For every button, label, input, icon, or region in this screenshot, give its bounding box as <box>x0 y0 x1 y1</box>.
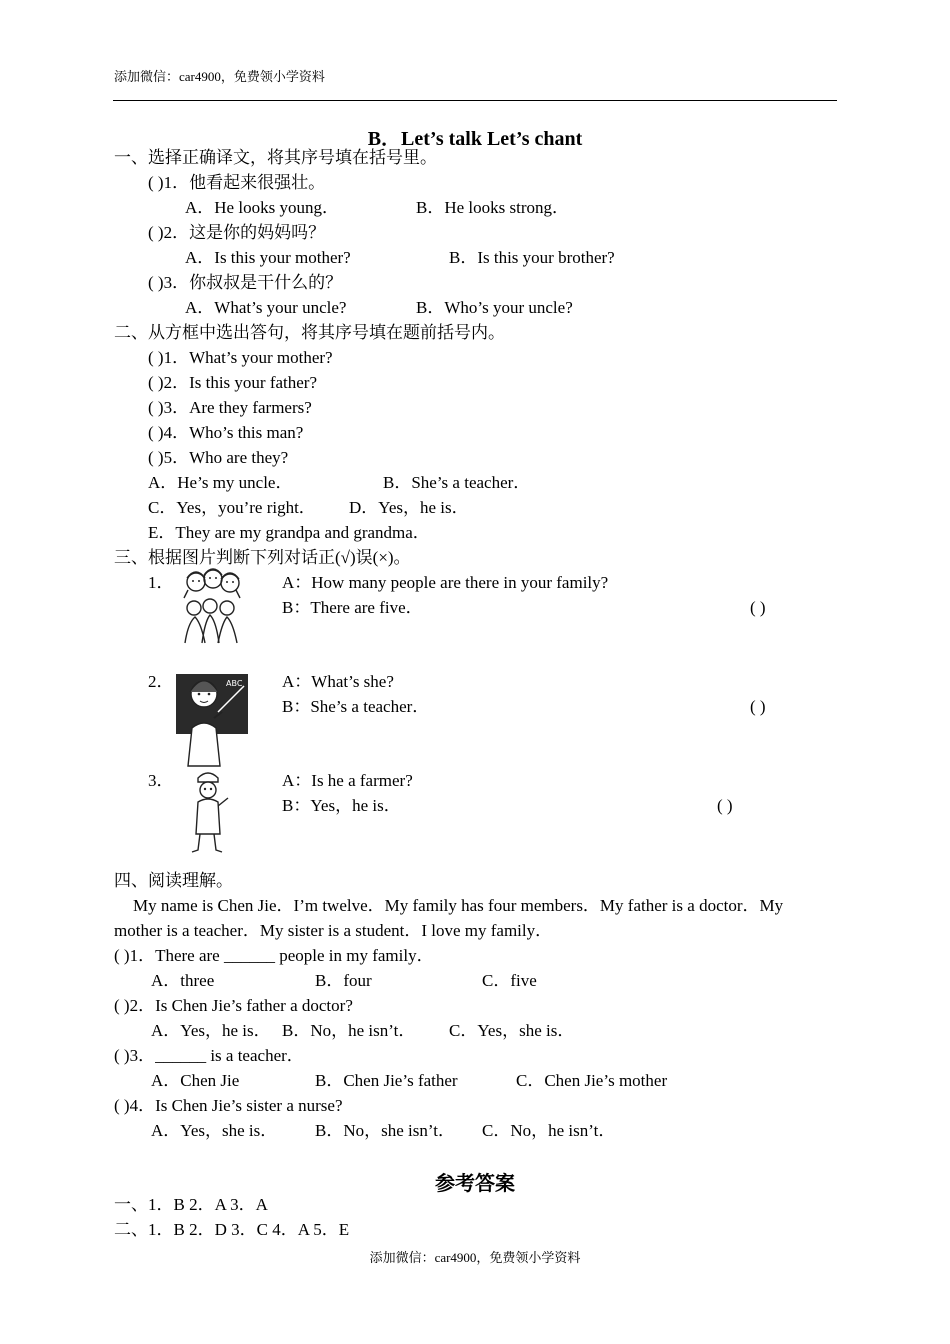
s4-q3: ( )3．______ is a teacher． <box>114 1046 304 1065</box>
reading-passage-line2: mother is a teacher．My sister is a student．I love my family． <box>114 921 553 940</box>
svg-text:ABC: ABC <box>226 679 243 688</box>
s4-q3-option-b: B．Chen Jie’s father <box>315 1071 458 1090</box>
s1-q3: ( )3．你叔叔是干什么的？ <box>148 273 343 292</box>
s3-item1-number: 1． <box>148 573 174 592</box>
s4-q1-option-a: A．three <box>151 971 215 990</box>
s1-q2: ( )2．这是你的妈妈吗？ <box>148 223 326 242</box>
s2-q1: ( )1．What’s your mother? <box>148 348 333 367</box>
s3-item2-line-a: A：What’s she? <box>282 672 394 691</box>
s1-q3-option-a: A．What’s your uncle? <box>185 298 347 317</box>
s4-q2-option-a: A．Yes，he is． <box>151 1021 271 1040</box>
s4-q2-option-b: B．No，he isn’t． <box>282 1021 416 1040</box>
header-divider <box>113 100 837 101</box>
s4-q1-option-b: B．four <box>315 971 372 990</box>
header-note: 添加微信：car4900，免费领小学资料 <box>114 69 325 84</box>
section2-heading: 二、从方框中选出答句，将其序号填在题前括号内。 <box>114 323 505 342</box>
s4-q1: ( )1．There are ______ people in my family． <box>114 946 434 965</box>
s2-q3: ( )3．Are they farmers? <box>148 398 312 417</box>
s4-q3-option-a: A．Chen Jie <box>151 1071 240 1090</box>
s1-q3-option-b: B．Who’s your uncle? <box>416 298 573 317</box>
s4-q3-option-c: C．Chen Jie’s mother <box>516 1071 668 1090</box>
s2-q5: ( )5．Who are they? <box>148 448 289 467</box>
s1-q1-option-b: B．He looks strong． <box>416 198 569 217</box>
s4-q4: ( )4．Is Chen Jie’s sister a nurse? <box>114 1096 343 1115</box>
family-picture-icon <box>180 568 246 646</box>
s3-item1-answer-paren: ( ) <box>750 598 766 617</box>
worksheet-title: B．Let’s talk Let’s chant <box>367 128 583 150</box>
answers-line1: 一、1．B 2．A 3．A <box>114 1195 268 1214</box>
s2-q4: ( )4．Who’s this man? <box>148 423 304 442</box>
section1-heading: 一、选择正确译文，将其序号填在括号里。 <box>114 148 437 167</box>
section4-heading: 四、阅读理解。 <box>114 871 233 890</box>
s3-item3-number: 3． <box>148 771 174 790</box>
s4-q4-option-c: C．No，he isn’t． <box>482 1121 616 1140</box>
s4-q1-option-c: C．five <box>482 971 537 990</box>
s1-q1: ( )1．他看起来很强壮。 <box>148 173 326 192</box>
s2-q2: ( )2．Is this your father? <box>148 373 318 392</box>
s4-q2-option-c: C．Yes，she is． <box>449 1021 575 1040</box>
teacher-picture-icon <box>174 672 250 768</box>
answers-line2: 二、1．B 2．D 3．C 4．A 5．E <box>114 1220 350 1239</box>
answers-title: 参考答案 <box>435 1173 515 1195</box>
s1-q2-option-b: B．Is this your brother? <box>449 248 615 267</box>
reading-passage-line1: My name is Chen Jie．I’m twelve．My family has four members．My father is a doctor．My <box>133 896 784 915</box>
s3-item3-line-a: A：Is he a farmer? <box>282 771 413 790</box>
s2-option-c: C．Yes，you’re right． <box>148 498 316 517</box>
s3-item1-line-a: A：How many people are there in your family? <box>282 573 609 592</box>
s2-option-d: D．Yes，he is． <box>349 498 469 517</box>
s2-option-e: E．They are my grandpa and grandma． <box>148 523 430 542</box>
s3-item3-answer-paren: ( ) <box>717 796 733 815</box>
s2-option-a: A．He’s my uncle． <box>148 473 293 492</box>
section3-heading: 三、根据图片判断下列对话正(√)误(×)。 <box>114 548 411 567</box>
doctor-picture-icon <box>186 770 232 856</box>
s4-q4-option-b: B．No，she isn’t． <box>315 1121 455 1140</box>
s3-item2-number: 2． <box>148 672 174 691</box>
footer-note: 添加微信：car4900，免费领小学资料 <box>369 1250 581 1265</box>
s4-q2: ( )2．Is Chen Jie’s father a doctor? <box>114 996 353 1015</box>
s2-option-b: B．She’s a teacher． <box>383 473 531 492</box>
s3-item1-line-b: B：There are five． <box>282 598 423 617</box>
s3-item2-line-b: B：She’s a teacher． <box>282 697 430 716</box>
s4-q4-option-a: A．Yes，she is． <box>151 1121 278 1140</box>
s3-item2-answer-paren: ( ) <box>750 697 766 716</box>
s1-q2-option-a: A．Is this your mother? <box>185 248 351 267</box>
s1-q1-option-a: A．He looks young． <box>185 198 339 217</box>
s3-item3-line-b: B：Yes，he is． <box>282 796 401 815</box>
